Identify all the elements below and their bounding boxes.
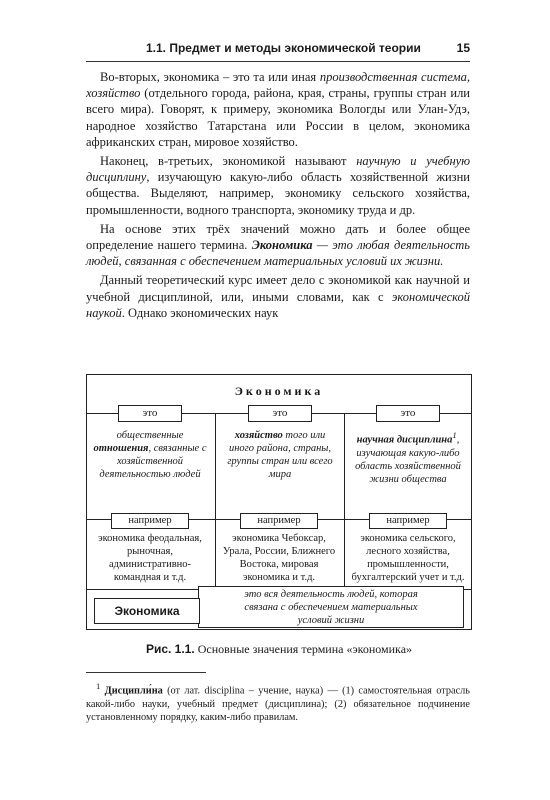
desc-rest: , изучающая какую-либо область хозяйственной жизни общества xyxy=(355,434,461,485)
text-run: производственная система, хозяйство xyxy=(86,70,470,101)
header-rule xyxy=(86,61,470,62)
footnote-text: (от лат. disciplina – учение, наука) — (1) самостоятельная отрасль какой-либо науки, учебный предмет (дисциплина); (2) обязательное подчинение установленному порядку, каким-либо правилам. xyxy=(86,685,470,724)
body-text xyxy=(86,69,470,321)
body-paragraph xyxy=(86,272,470,321)
diagram-title: Экономика xyxy=(234,384,324,398)
body-paragraph xyxy=(86,69,470,150)
running-head-title: 1.1. Предмет и методы экономической теории xyxy=(146,41,421,55)
figure-diagram xyxy=(86,374,472,630)
text-run: На основе этих трёх значений можно дать и более общее определение нашего термина. xyxy=(86,221,470,253)
definition-text: это вся деятельность людей, которая связана с обеспечением материальных условий жизни xyxy=(244,588,418,626)
eto-label: это xyxy=(248,405,312,422)
eto-label: это xyxy=(376,405,440,422)
example-label: например xyxy=(369,513,447,529)
text-run: Данный теоретический курс имеет дело с экономикой как научной и учебной дисциплиной, или, иными словами, как с xyxy=(86,273,470,304)
figure-caption xyxy=(86,642,472,657)
footnote-term: Дисципли́на xyxy=(104,685,163,697)
definition-box xyxy=(198,586,464,628)
text-run: Экономика xyxy=(251,238,313,253)
column-description xyxy=(350,429,466,486)
desc-rest: того или иного района, страны, группы стран или всего мира xyxy=(227,430,333,480)
desc-key-term: хозяйство xyxy=(234,430,283,441)
footnote-mark: 1 xyxy=(96,681,101,691)
example-text: экономика феодальная, рыночная, административно-командная и т.д. xyxy=(98,533,202,583)
text-run: экономической наукой xyxy=(86,289,470,320)
example-label: например xyxy=(111,513,189,529)
footnote-ref[interactable]: 1 xyxy=(452,430,457,440)
footnote xyxy=(86,680,470,725)
desc-key-term: научная дисциплина xyxy=(356,434,453,446)
text-run: . Однако экономических наук xyxy=(121,305,279,320)
example-label: например xyxy=(240,513,318,529)
desc-lead: общественные xyxy=(116,430,184,441)
text-run: Наконец, в-третьих, экономикой называют xyxy=(100,154,357,169)
column-description xyxy=(92,429,208,481)
text-run: Во-вторых, экономика – это та или иная xyxy=(100,70,320,84)
text-run: — это любая деятельность людей, связанная с обеспечением материальных условий их жизни. xyxy=(86,238,470,269)
eto-label: это xyxy=(118,405,182,422)
caption-text: Основные значения термина «экономика» xyxy=(194,642,413,656)
running-head xyxy=(86,41,470,61)
body-paragraph xyxy=(86,221,470,270)
text-run: научную и учебную дисциплину xyxy=(86,154,471,185)
text-run: (отдельного города, района, края, страны, группы стран или всего мира). Говорят, к примеру, экономика Вологды или Улан-Удэ, народное хозяйство Татарстана или России в целом, экономика африканских стран, мировое хозяйство. xyxy=(86,86,470,149)
text-run: , изучающую какую-либо область хозяйственной жизни общества. Выделяют, например, экономику сельского хозяйства, промышленности, водного транспорта, экономику труда и др. xyxy=(86,170,470,217)
body-paragraph xyxy=(86,153,470,218)
term-box: Экономика xyxy=(94,598,200,624)
example-text: экономика Чебоксар, Урала, России, Ближнего Востока, мировая экономика и т.д. xyxy=(222,533,336,583)
caption-label: Рис. 1.1. xyxy=(145,642,195,656)
page-number: 15 xyxy=(456,41,470,55)
desc-rest: , связанные с хозяйственной деятельностью людей xyxy=(99,443,207,480)
example-text: экономика сельского, лесного хозяйства, промышленности, бухгалтерский учет и т.д. xyxy=(351,533,465,583)
footnote-rule xyxy=(86,672,206,673)
column-description xyxy=(222,429,338,481)
desc-key-term: отношения xyxy=(93,443,149,454)
